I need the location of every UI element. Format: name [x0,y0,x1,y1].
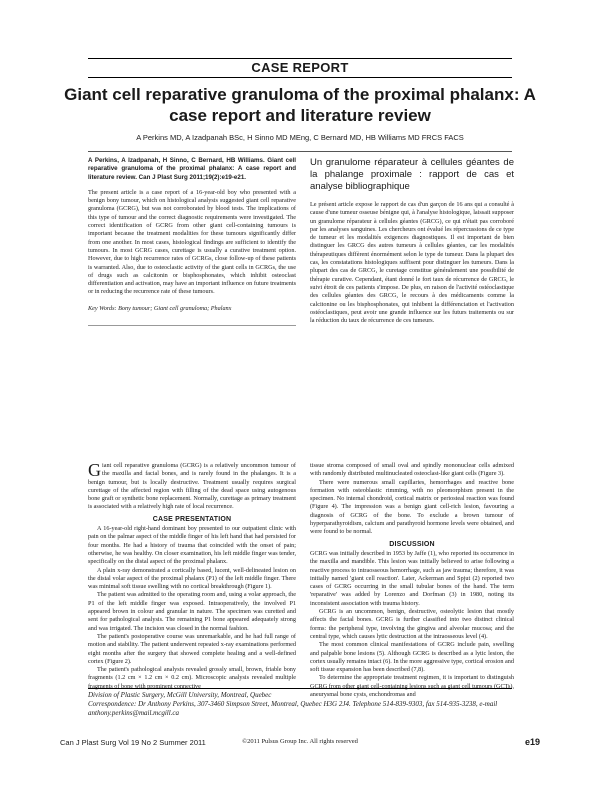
abstract-english [88,157,296,313]
affiliation-block [88,691,512,718]
correspondence: Correspondence: Dr Anthony Perkins, 307-3460 Simpson Street, Montreal, Quebec H3G 2J4. Telephone 514-839-9303, fax 514-935-3238, e-mail anthony.perkins@mail.mcgill.ca [88,700,498,717]
french-body: Le présent article expose le rapport de cas d'un garçon de 16 ans qui a consulté à cause d'une tumeur osseuse bénigne qui, à l'analyse histologique, laissait supposer un granulome réparateur à cellules géantes (GRCG), ce qui n'était pas corroboré par les analyses sanguines. Les chercheurs ont évalué les répercussions de ce type de tumeur et les modalités exigences diagnostiques. Il est important de bien distinguer les GRCG des autres tumeurs à cellules géantes, car les modalités thérapeutiques diffèrent énormément selon le type de tumeur. Dans la plupart des cas, les constatations histologiques suffisent pour distinguer les tumeurs. Dans la plupart des cas de GRCG, le curetage constitue généralement une possibilité de thérapie curative. Cependant, étant donné le fort taux de récurrence de GRCG, le suivi étroit de ces patients s'impose. De plus, en raison de l'activité ostéoclastique des cellules géantes des GRCG, le recours à des médicaments comme la calcitonine ou les bisphosphonates, qui inhibent la différenciation et l'activation ostéoclastiques, peut avoir une grande influence sur les futurs traitements ou sur la réduction du taux de récurrence de ces tumeurs. [310,201,514,325]
intro-paragraph [88,462,296,512]
paragraph: There were numerous small capillaries, hemorrhages and reactive bone formation with osteoblastic rimming, with no pleomorphism present in the specimen. No internal chondroid, cortical matrix or periosteal reaction was found (Figure 4). The impression was a benign giant cell-rich lesion, favouring a diagnosis of GCRG of the bone. To exclude a brown tumour of hyperparathyroidism, calcium and parathyroid hormone levels were obtained, and were found to be normal. [310,478,514,536]
paragraph: GCRG was initially described in 1953 by Jaffe (1), who reported its occurrence in the maxilla and mandible. This lesion was initially believed to arise following a reactive process to intraosseous hemorrhage, such as jaw trauma; therefore, it was initially named 'giant cell reaction'. Later, Ackerman and Spjut (2) reported two cases of GCRG occurring in the small tubular bones of the hand. The term 'reparative' was added by Lorenzo and Dorfman (3) in 1980, noting its inconsistent association with trauma history. [310,549,514,607]
footer-rule [88,688,512,689]
journal-issue: Can J Plast Surg Vol 19 No 2 Summer 2011 [60,738,206,747]
paragraph: To determine the appropriate treatment regimen, it is important to distinguish GCRG from other giant cell-containing lesions such as giant cell tumours (GCTs), aneurysmal bone cysts, enchondromas and [310,674,514,699]
paragraph: tissue stroma composed of small oval and spindly mononuclear cells admixed with randomly distributed multinucleated osteoclast-like giant cells (Figure 3). [310,462,514,478]
paragraph: A plain x-ray demonstrated a cortically based, lucent, well-delineated lesion on the distal volar aspect of the proximal phalanx (P1) of the left middle finger. There was minimal soft tissue swelling with no cortical breakthrough (Figure 1). [88,566,296,591]
keywords: Key Words: Bony tumour; Giant cell granuloma; Phalanx [88,304,232,312]
body-column-left [88,462,296,691]
affiliation: Division of Plastic Surgery, McGill University, Montreal, Quebec [88,691,272,699]
header-rule-bottom [88,77,512,78]
page-number: e19 [524,737,540,747]
abstract-french [310,157,514,325]
french-title: Un granulome réparateur à cellules géantes de la phalange proximale : rapport de cas et analyse bibliographique [310,157,514,192]
author-list: A Perkins MD, A Izadpanah BSc, H Sinno MD MEng, C Bernard MD, HB Williams MD FRCS FACS [136,133,464,142]
authors-rule [88,151,512,152]
intro-text: iant cell reparative granuloma (GCRG) is a relatively uncommon tumour of the maxilla and facial bones, and is rarely found in the phalanges. It is a benign tumour, but is locally destructive. Treatment usually requires surgical curettage of the affected region with filling of the dead space using autogenous bone graft or synthetic bone replacement. Normally, curettage as primary treatment is associated with a relatively high rate of local recurrence. [88,462,296,511]
drop-cap: G [88,460,101,480]
abstract-body: The present article is a case report of a 16-year-old boy who presented with a benign bony tumour, which on histological analysis suggested giant cell reparative granuloma (GCRG), but was not corroborated by blood tests. The implications of this type of tumour and the correct diagnostic requirements were investigated. The correct identification of GCRG from other giant cell-containing tumours is important because the treatment modalities for these tumours significantly differ from one another. In most cases, histological findings are sufficient to identify the tumours. In most GCRG cases, curettage is usually a curative treatment option. However, due to high recurrence rates of GCRGs, close follow-up of these patients is warranted. Also, due to osteoclastic activity of the giant cells in GCRGs, the use of drugs such as calcitonin or bisphosphonates, which inhibit osteoclast differentiation and activation, may have an important influence on future treatments or in reducing the recurrence rate of these tumours. [88,188,296,296]
paragraph: A 16-year-old right-hand dominant boy presented to our outpatient clinic with pain on the palmar aspect of the middle finger of his left hand that had persisted for four months. He had a history of trauma that coincided with the onset of pain; otherwise, he was healthy. On closer examination, his left middle finger was tender, specifically on the distal aspect of the proximal phalanx. [88,525,296,566]
heading-discussion: DISCUSSION [389,540,435,548]
citation: A Perkins, A Izadpanah, H Sinno, C Bernard, HB Williams. Giant cell reparative granuloma of the proximal phalanx: A case report and literature review. Can J Plast Surg 2011;19(2):e19-e21. [88,157,296,181]
heading-case-presentation: CASE PRESENTATION [152,515,232,523]
abstract-divider [88,325,296,326]
paragraph: The most common clinical manifestations of GCRG include pain, swelling and palpable bone lesions (5). Although GCRG is described as a lytic lesion, the cortex usually remains intact (6). In the more aggressive type, cortical erosion and soft tissue expansion has been described (7,8). [310,641,514,674]
paragraph: GCRG is an uncommon, benign, destructive, osteolytic lesion that mostly affects the facial bones. GCRG is further classified into two distinct clinical forms: the peripheral type, involving the gingiva and alveolar mucosa; and the central type, which causes lytic destruction at the intraosseous level (4). [310,608,514,640]
article-title: Giant cell reparative granuloma of the proximal phalanx: A case report and literature review [64,85,536,125]
header-rule-top [88,58,512,59]
section-label: CASE REPORT [251,60,349,75]
paragraph: The patient's pathological analysis revealed grossly small, brown, friable bony fragments (1.2 cm × 1.2 cm × 0.2 cm). Microscopic analysis revealed multiple fragments of bone with prominent connective [88,666,296,690]
copyright: ©2011 Pulsus Group Inc. All rights reserved [242,738,358,745]
paragraph: The patient was admitted to the operating room and, using a volar approach, the P1 of the left middle finger was exposed. Intraoperatively, the involved P1 appeared brown in colour and granular in nature. The specimen was curetted and sent for pathological analysis. The remaining P1 bone appeared adequately strong and was irrigated. The incision was closed in the normal fashion. [88,591,296,632]
body-column-right [310,462,514,699]
paragraph: The patient's postoperative course was unremarkable, and he had full range of motion and stability. The patient underwent repeated x-ray examinations performed eight months after the surgery that showed complete healing and a well-defined cortex (Figure 2). [88,632,296,665]
